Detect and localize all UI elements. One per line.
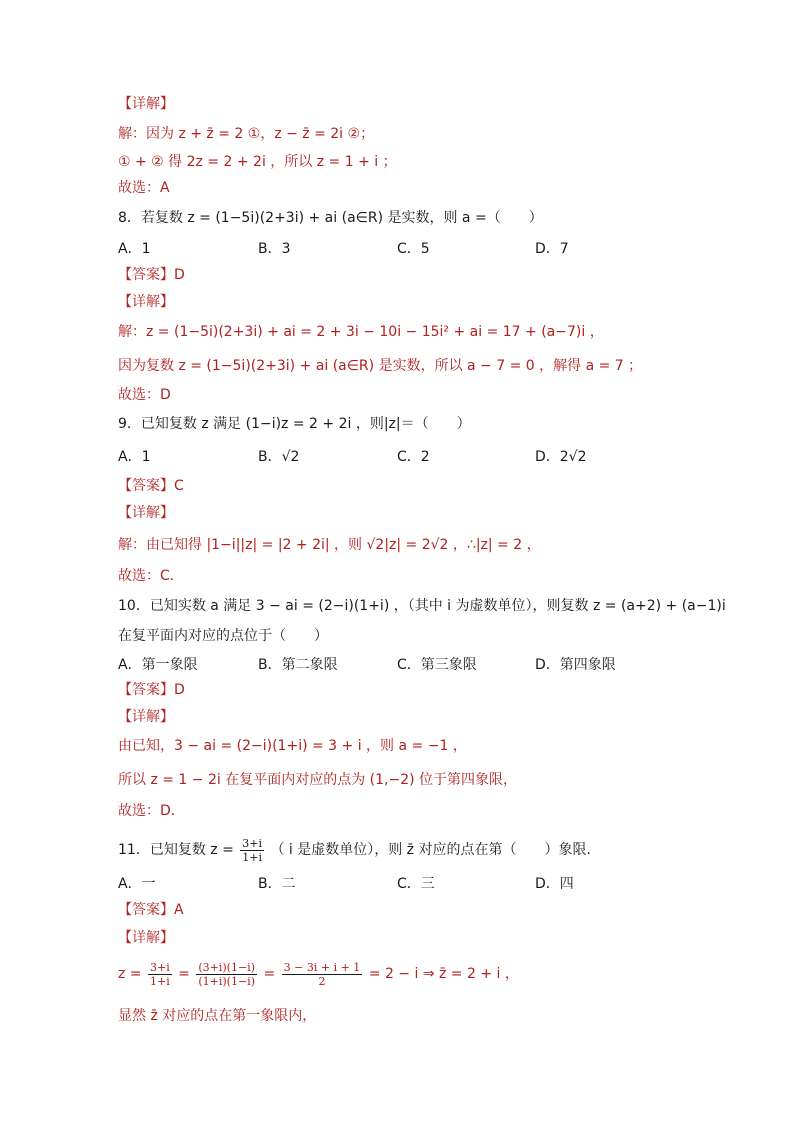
q11-solution-line-1 (118, 952, 519, 996)
q9-option-a: A．1 (118, 449, 151, 465)
q11-solution-fraction-1 (148, 961, 172, 988)
q8-option-c: C．5 (397, 241, 430, 257)
q10-stem-line-2: 在复平面内对应的点位于（ ） (118, 628, 328, 644)
q10-option-b: B．第二象限 (258, 657, 338, 673)
q11-option-c: C．三 (397, 876, 435, 892)
detail-label: 【详解】 (118, 96, 174, 112)
q10-option-c: C．第三象限 (397, 657, 477, 673)
q9-choice: 故选：C． (118, 568, 184, 584)
q9-detail-label: 【详解】 (118, 505, 174, 521)
q11-solution-fraction-3-denominator: 2 (318, 974, 326, 988)
q11-solution-fraction-1-numerator: 3+i (149, 960, 170, 974)
q10-answer: 【答案】D (118, 682, 185, 698)
q11-stem-prefix: 11．已知复数 z = (118, 842, 234, 858)
q10-detail-label: 【详解】 (118, 709, 174, 725)
q11-solution-fraction-2 (196, 961, 257, 988)
q9-option-b: B．√2 (258, 449, 300, 465)
q11-stem (118, 830, 600, 870)
q10-solution-line-1: 由已知，3 − ai = (2−i)(1+i) = 3 + i ，则 a = −1 ， (118, 738, 467, 754)
q9-stem: 9．已知复数 z 满足 (1−i)z = 2 + 2i ，则|z|＝（ ） (118, 416, 471, 432)
q11-answer: 【答案】A (118, 902, 184, 918)
q7-choice: 故选：A (118, 180, 170, 196)
q11-solution-fraction-2-numerator: (3+i)(1−i) (198, 960, 255, 974)
q11-stem-fraction-numerator: 3+i (242, 836, 262, 850)
q11-stem-suffix: （ i 是虚数单位），则 z̄ 对应的点在第（ ）象限． (270, 842, 601, 858)
q9-option-d: D．2√2 (535, 449, 587, 465)
q8-option-b: B．3 (258, 241, 291, 257)
q10-stem-line-1: 10．已知实数 a 满足 3 − ai = (2−i)(1+i) ，（其中 i 为虚数单位），则复数 z = (a+2) + (a−1)i (118, 598, 726, 614)
q11-solution-line-2: 显然 z̄ 对应的点在第一象限内， (118, 1008, 317, 1024)
q11-solution-fraction-2-denominator: (1+i)(1−i) (198, 974, 255, 988)
q11-solution-tail: = 2 − i ⇒ z̄ = 2 + i ， (368, 966, 519, 982)
q8-answer: 【答案】D (118, 267, 185, 283)
q10-solution-line-2: 所以 z = 1 − 2i 在复平面内对应的点为 (1,−2) 位于第四象限， (118, 772, 518, 788)
q11-solution-equals-1: = (178, 966, 190, 982)
q11-option-b: B．二 (258, 876, 296, 892)
q11-stem-fraction-denominator: 1+i (242, 850, 262, 864)
q11-solution-fraction-3-numerator: 3 − 3i + i + 1 (283, 960, 361, 974)
q9-option-c: C．2 (397, 449, 430, 465)
q9-solution-line-1: 解：由已知得 |1−i||z| = |2 + 2i| ，则 √2|z| = 2√2 ，∴|z| = 2 ， (118, 537, 541, 553)
q11-detail-label: 【详解】 (118, 930, 174, 946)
q9-answer: 【答案】C (118, 478, 184, 494)
q7-solution-line-1: 解：因为 z + z̄ = 2 ①，z − z̄ = 2i ②； (118, 126, 375, 142)
q11-solution-fraction-1-denominator: 1+i (149, 974, 170, 988)
q11-solution-fraction-3 (282, 961, 363, 988)
q8-detail-label: 【详解】 (118, 294, 174, 310)
q8-choice: 故选：D (118, 387, 171, 403)
q7-solution-line-2: ① + ② 得 2z = 2 + 2i ，所以 z = 1 + i ； (118, 154, 397, 170)
q11-option-d: D．四 (535, 876, 574, 892)
q10-option-a: A．第一象限 (118, 657, 198, 673)
q8-stem: 8．若复数 z = (1−5i)(2+3i) + ai (a∈R) 是实数，则 a =（ ） (118, 210, 543, 226)
q11-solution-equals-2: = (263, 966, 276, 982)
q10-choice: 故选：D． (118, 803, 185, 819)
q11-option-a: A．一 (118, 876, 156, 892)
q8-option-a: A．1 (118, 241, 151, 257)
q11-stem-fraction (240, 837, 264, 864)
q10-option-d: D．第四象限 (535, 657, 616, 673)
q8-solution-line-2: 因为复数 z = (1−5i)(2+3i) + ai (a∈R) 是实数，所以 a − 7 = 0 ，解得 a = 7 ； (118, 358, 643, 374)
q8-option-d: D．7 (535, 241, 569, 257)
q8-solution-line-1: 解：z = (1−5i)(2+3i) + ai = 2 + 3i − 10i − 15i² + ai = 17 + (a−7)i ， (118, 324, 604, 340)
q11-solution-z: z = (118, 966, 142, 982)
